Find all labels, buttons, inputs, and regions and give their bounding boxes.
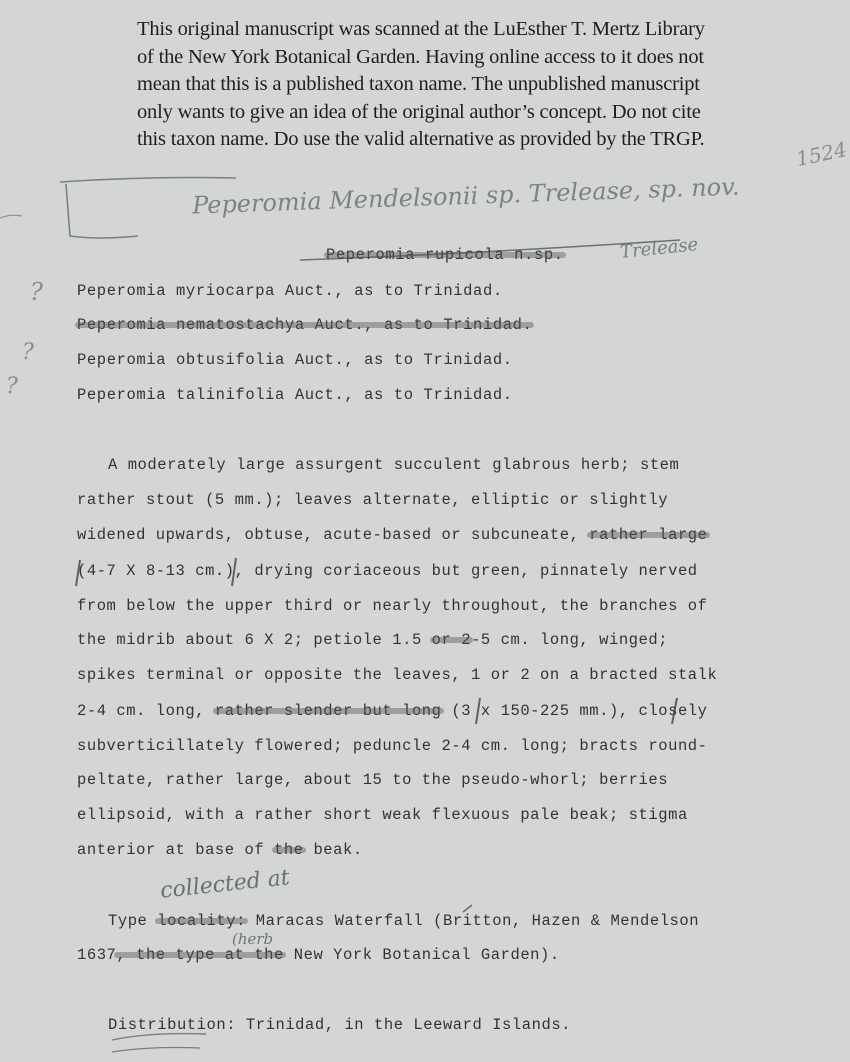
description-line bbox=[77, 702, 708, 720]
synonym-line-struck bbox=[77, 316, 532, 334]
notice-line: mean that this is a published taxon name. The unpublished manuscript bbox=[137, 73, 700, 95]
handwritten-signature: Trelease bbox=[619, 233, 700, 264]
description-line: from below the upper third or nearly throughout, the branches of bbox=[77, 597, 708, 615]
description-line: ellipsoid, with a rather short weak flexuous pale beak; stigma bbox=[77, 806, 688, 824]
handwritten-question-mark: ? bbox=[30, 278, 43, 306]
handwritten-question-mark: ? bbox=[6, 374, 18, 399]
description-line: subverticillately flowered; peduncle 2-4 cm. long; bracts round- bbox=[77, 737, 708, 755]
type-locality-line bbox=[77, 946, 560, 964]
description-line: rather stout (5 mm.); leaves alternate, elliptic or slightly bbox=[77, 491, 669, 509]
description-text: (3 x 150-225 mm.), closely bbox=[441, 702, 708, 720]
description-text: the midrib about 6 X 2; petiole 1.5 bbox=[77, 631, 432, 649]
distribution-line: Distribution: Trinidad, in the Leeward Islands. bbox=[108, 1016, 572, 1034]
description-line bbox=[77, 526, 708, 544]
handwritten-question-mark: ? bbox=[22, 340, 34, 365]
description-text: widened upwards, obtuse, acute-based or subcuneate, bbox=[77, 526, 590, 544]
type-locality-text: 1637 bbox=[77, 946, 117, 964]
struck-text: locality: bbox=[157, 912, 246, 930]
description-text: -5 cm. long, winged; bbox=[471, 631, 669, 649]
type-locality-line bbox=[108, 912, 699, 930]
synonym-line: Peperomia myriocarpa Auct., as to Trinidad. bbox=[77, 282, 503, 300]
description-text: anterior at base of bbox=[77, 841, 275, 859]
type-locality-text: Maracas Waterfall (Britton, Hazen & Mendelson bbox=[245, 912, 700, 930]
description-line bbox=[77, 631, 668, 649]
description-line bbox=[77, 841, 363, 859]
description-text: beak. bbox=[303, 841, 363, 859]
notice-line: This original manuscript was scanned at the LuEsther T. Mertz Library bbox=[137, 18, 705, 40]
handwritten-collected-at: collected at bbox=[159, 865, 291, 904]
description-line: A moderately large assurgent succulent glabrous herb; stem bbox=[108, 456, 680, 474]
description-line: (4-7 X 8-13 cm.), drying coriaceous but green, pinnately nerved bbox=[77, 562, 698, 580]
species-title bbox=[326, 246, 564, 264]
notice-line: this taxon name. Do use the valid alternative as provided by the TRGP. bbox=[137, 128, 705, 150]
notice-line: of the New York Botanical Garden. Having online access to it does not bbox=[137, 45, 704, 68]
species-title-text: Peperomia rupicola n.sp. bbox=[326, 246, 564, 264]
synonym-text: Peperomia nematostachya Auct., as to Trinidad. bbox=[77, 316, 533, 334]
handwritten-new-title: Peperomia Mendelsonii sp. Trelease, sp. nov. bbox=[191, 172, 740, 220]
handwritten-page-number: 1524 bbox=[794, 136, 849, 172]
struck-text: the bbox=[274, 841, 304, 859]
handwritten-herb: (herb bbox=[232, 930, 274, 948]
struck-text: , the type at the bbox=[116, 946, 284, 964]
synonym-line: Peperomia talinifolia Auct., as to Trinidad. bbox=[77, 386, 513, 404]
struck-text: or 2 bbox=[431, 631, 472, 649]
notice-line: only wants to give an idea of the original author’s concept. Do not cite bbox=[137, 100, 701, 123]
description-line: spikes terminal or opposite the leaves, 1 or 2 on a bracted stalk bbox=[77, 666, 718, 684]
struck-text: rather large bbox=[589, 526, 708, 544]
synonym-line: Peperomia obtusifolia Auct., as to Trinidad. bbox=[77, 351, 513, 369]
type-locality-text: Type bbox=[108, 912, 158, 930]
description-line: peltate, rather large, about 15 to the pseudo-whorl; berries bbox=[77, 771, 669, 789]
type-locality-text: New York Botanical Garden). bbox=[283, 946, 560, 964]
description-text: 2-4 cm. long, bbox=[77, 702, 215, 720]
struck-text: rather slender but long bbox=[214, 702, 442, 720]
